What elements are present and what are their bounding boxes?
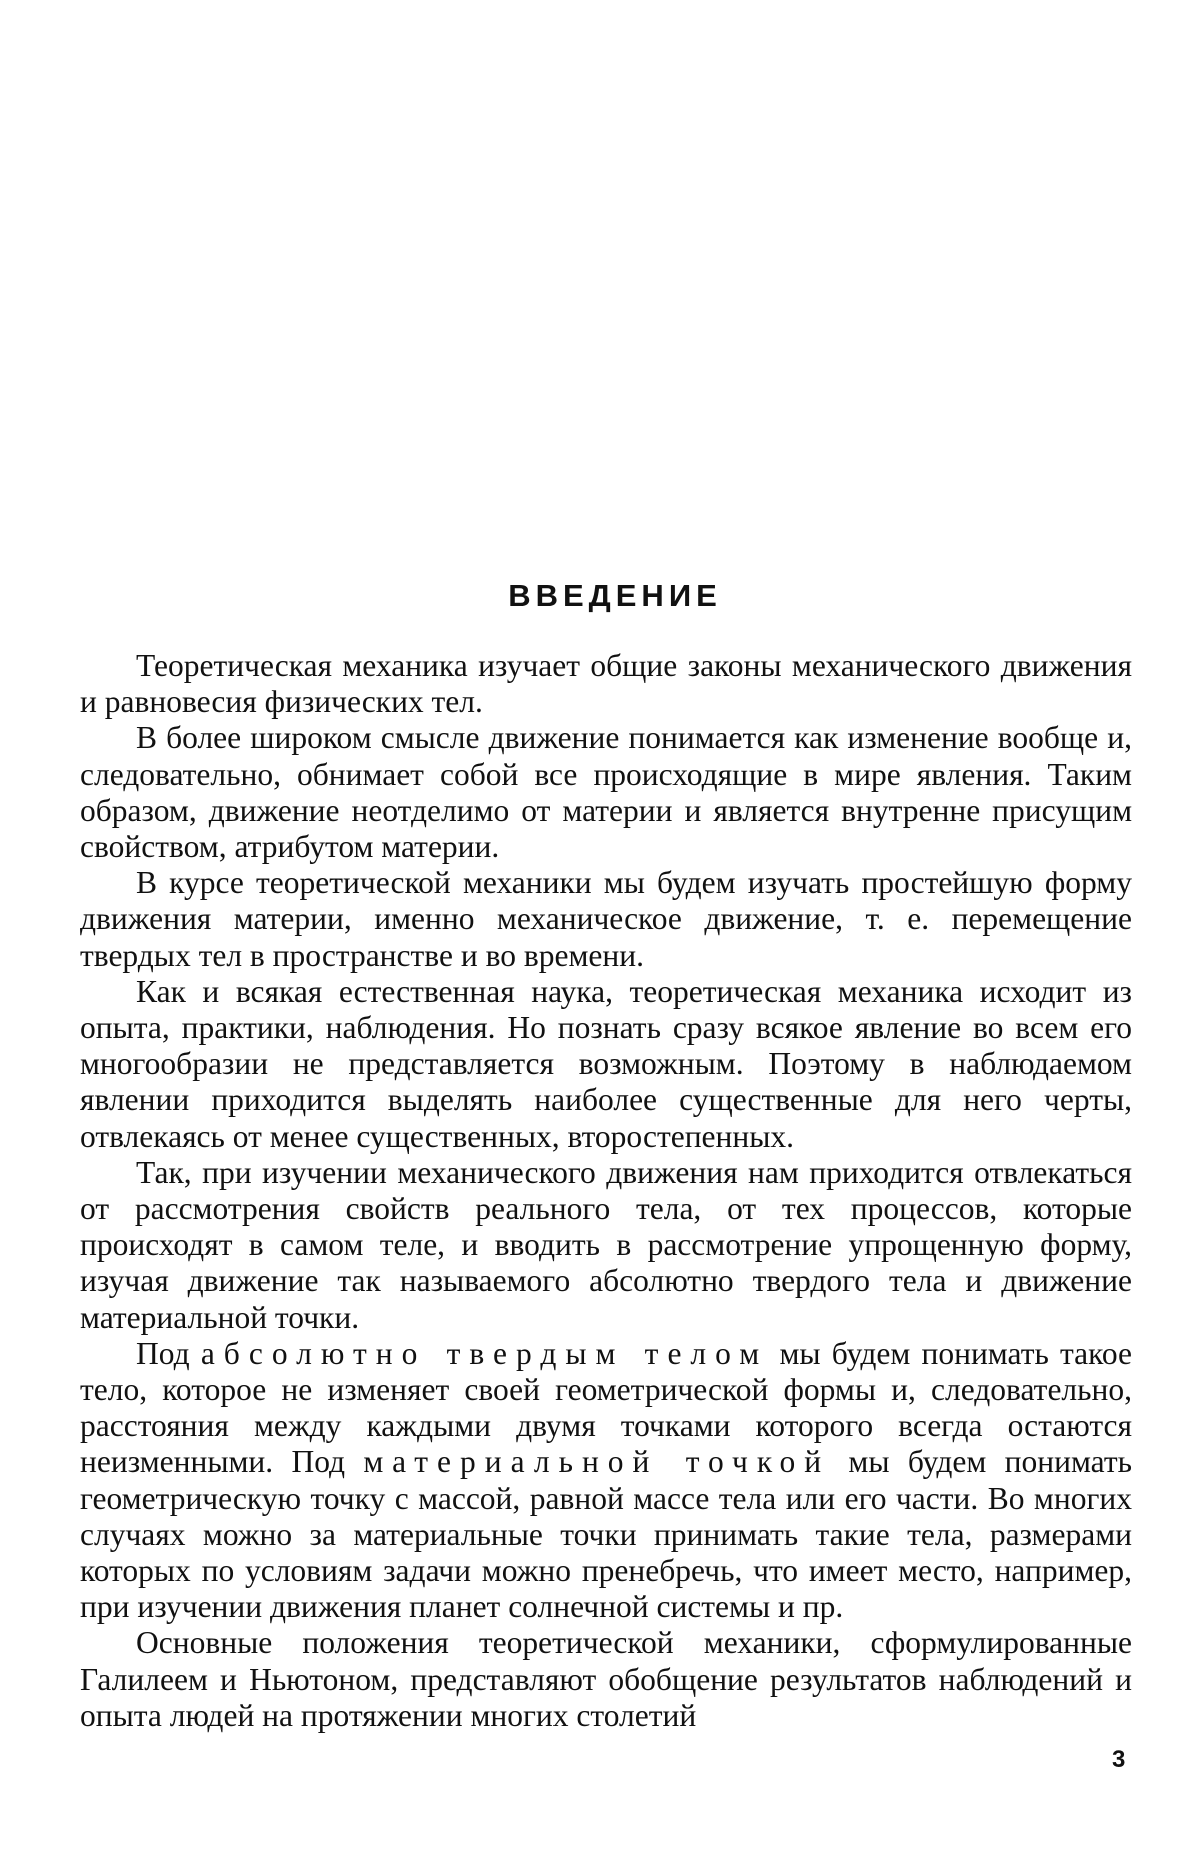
term-rigid-body: абсолютно твердым телом: [200, 1335, 769, 1371]
paragraph-4: Как и всякая естественная наука, теоретическая механика исходит из опыта, практики, наблюдения. Но познать сразу всякое явление во всем его многообразии не представляется возможным. Поэтому в наблюдаемом явлении приходится выделять наиболее существенные для него черты, отвлекаясь от менее существенных, второстепенных.: [80, 973, 1132, 1154]
body-text: [80, 648, 1132, 1734]
paragraph-6-part-3: мы будем понимать геометрическую точку с массой, равной массе тела или его части. Во многих случаях можно за материальные точки принимать такие тела, размерами которых по условиям задачи можно пренебречь, что имеет место, например, при изучении движения планет солнечной системы и пр.: [80, 1444, 1132, 1625]
page-number: 3: [1112, 1746, 1126, 1773]
paragraph-6-part-2: мы будем понимать такое тело, которое не изменяет своей геометрической формы и, следовательно, расстояния между каждыми двумя точками которого всегда остаются неизменными. Под: [80, 1335, 1132, 1480]
paragraph-2: В более широком смысле движение понимается как изменение вообще и, следовательно, обнимает собой все происходящие в мире явления. Таким образом, движение неотделимо от материи и является внутренне присущим свойством, атрибутом материи.: [80, 720, 1132, 865]
paragraph-6: [80, 1336, 1132, 1626]
term-material-point: материальной точкой: [363, 1444, 831, 1480]
paragraph-6-part-1: Под: [136, 1335, 201, 1371]
paragraph-5: Так, при изучении механического движения нам приходится отвлекаться от рассмотрения свойств реального тела, от тех процессов, которые происходят в самом теле, и вводить в рассмотрение упрощенную форму, изучая движение так называемого абсолютно твердого тела и движение материальной точки.: [80, 1154, 1132, 1335]
chapter-title: ВВЕДЕНИЕ: [508, 578, 722, 613]
paragraph-7: Основные положения теоретической механики, сформулированные Галилеем и Ньютоном, представляют обобщение результатов наблюдений и опыта людей на протяжении многих столетий: [80, 1625, 1132, 1733]
paragraph-1: Теоретическая механика изучает общие законы механического движения и равновесия физических тел.: [80, 648, 1132, 720]
paragraph-3: В курсе теоретической механики мы будем изучать простейшую форму движения материи, именно механическое движение, т. е. перемещение твердых тел в пространстве и во времени.: [80, 865, 1132, 973]
